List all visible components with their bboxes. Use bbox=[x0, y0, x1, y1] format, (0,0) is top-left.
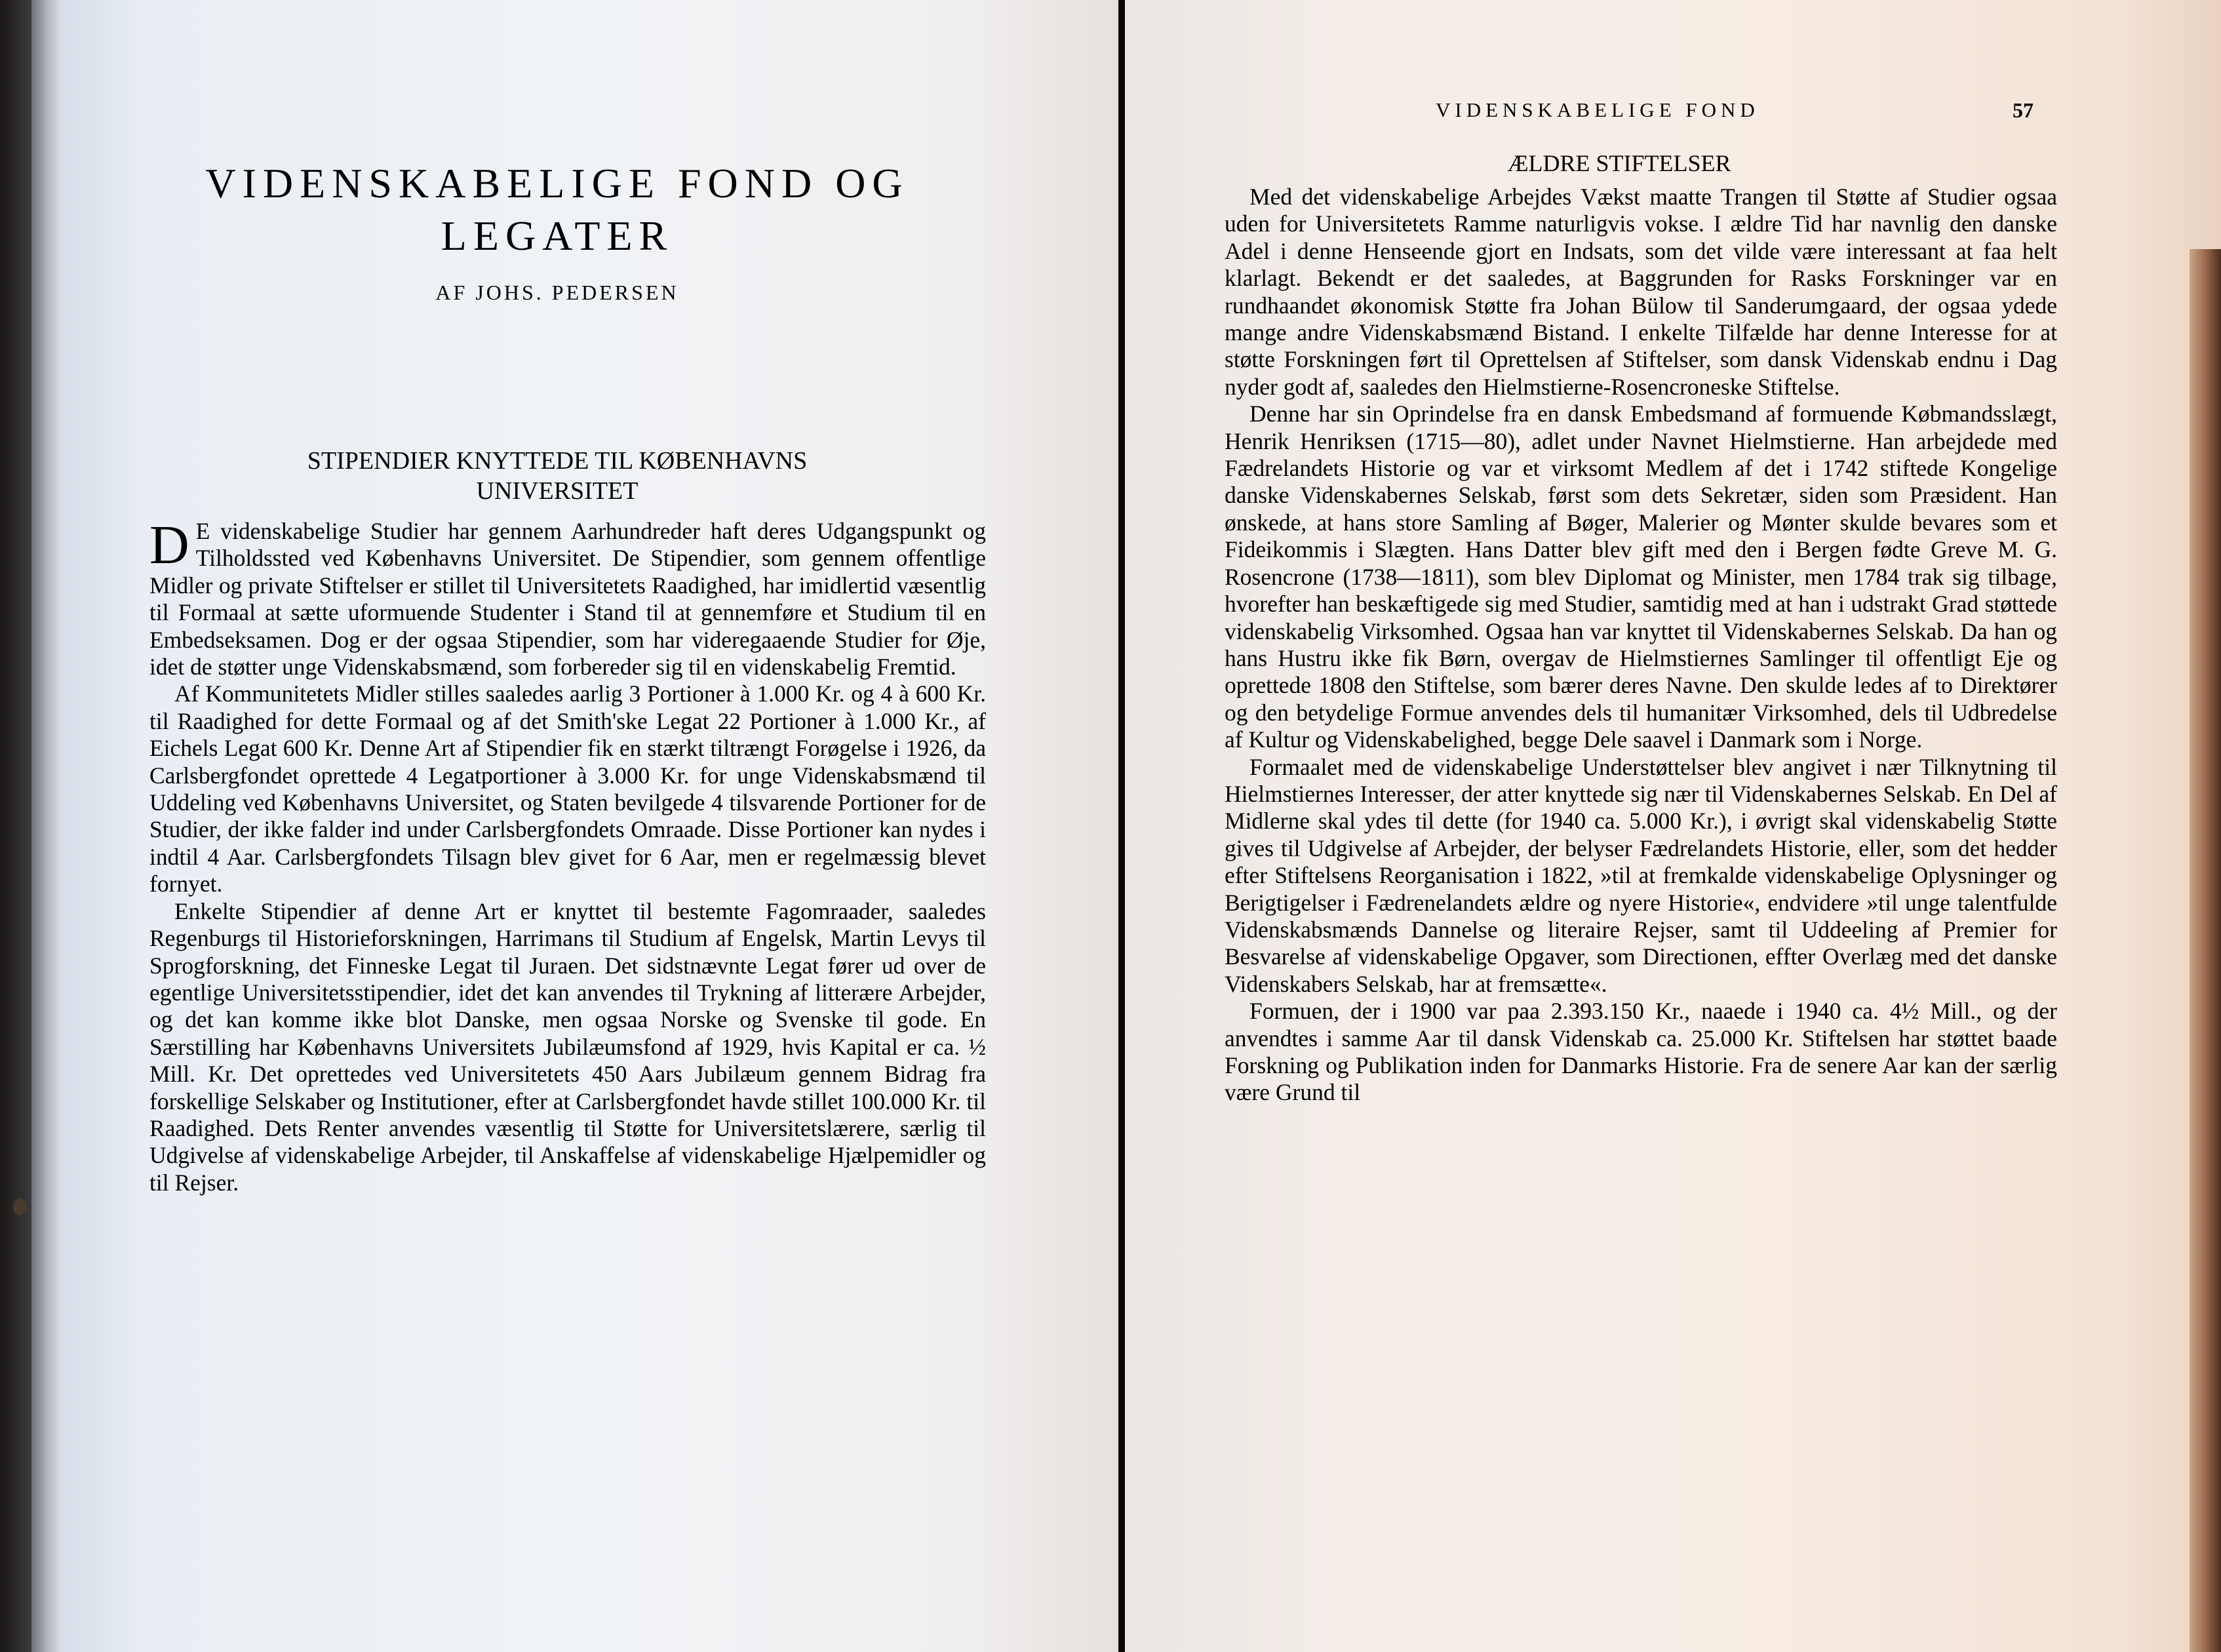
drop-cap: D bbox=[149, 515, 189, 576]
binding-mark bbox=[13, 1198, 26, 1215]
right-paragraph-4: Formuen, der i 1900 var paa 2.393.150 Kr., naaede i 1940 ca. 4½ Mill., og der anvendtes i samme Aar til dansk Videnskab ca. 25.000 Kr. Stiftelsen har støttet baade Forskning og Publikation inden for Danmarks Historie. Fra de senere Aar kan der særlig være Grund til bbox=[1225, 998, 2057, 1106]
book-edge-dark bbox=[0, 0, 31, 1652]
chapter-title bbox=[98, 157, 1016, 262]
book-gutter bbox=[1118, 0, 1125, 1652]
right-paragraph-2: Denne har sin Oprindelse fra en dansk Embedsmand af formuende Købmandsslægt, Henrik Henriksen (1715—80), adlet under Navnet Hielmstierne. Han arbejdede med Fædrelandets Historie og var et virksomt Medlem af det i 1742 stiftede Kongelige danske Videnskabernes Selskab, først som dets Sekretær, siden som Præsident. Han ønskede, at hans store Samling af Bøger, Malerier og Mønter skulde bevares som et Fideikommis i Slægten. Hans Datter blev gift med den i Bergen fødte Greve M. G. Rosencrone (1738—1811), som blev Diplomat og Minister, men 1784 trak sig tilbage, hvorefter han beskæftigede sig med Studier, samtidig med at han i udstrakt Grad støttede videnskabelig Virksomhed. Ogsaa han var knyttet til Videnskabernes Selskab. Da han og hans Hustru ikke fik Børn, overgav de Hielmstiernes Samlinger til offentligt Eje og oprettede 1808 den Stiftelse, som bærer deres Navne. Den skulde ledes af to Direktører og den betydelige Formue anvendes dels til humanitær Virksomhed, dels til Udbredelse af Kultur og Videnskabelighed, begge Dele saavel i Danmark som i Norge. bbox=[1225, 401, 2057, 753]
chapter-title-line1: VIDENSKABELIGE FOND OG bbox=[205, 160, 909, 206]
section-heading-line1: STIPENDIER KNYTTEDE TIL KØBENHAVNS bbox=[307, 447, 808, 475]
section-heading-stipendier bbox=[197, 446, 918, 506]
section-heading-aeldre: ÆLDRE STIFTELSER bbox=[1507, 150, 1731, 176]
chapter-author: AF JOHS. PEDERSEN bbox=[435, 281, 679, 304]
page-number: 57 bbox=[2013, 98, 2034, 122]
section-heading-line2: UNIVERSITET bbox=[476, 477, 639, 505]
right-paragraph-1: Med det videnskabelige Arbejdes Vækst maatte Trangen til Støtte af Studier ogsaa uden for Universitetets Ramme naturligvis vokse. I ældre Tid har navnlig den danske Adel i denne Henseende gjort en Indsats, som det vilde være interessant at faa helt klarlagt. Bekendt er det saaledes, at Baggrunden for Rasks Forskninger var en rundhaandet økonomisk Støtte fra Johan Bülow til Sanderumgaard, der ogsaa ydede mange andre Videnskabsmænd Bistand. I enkelte Tilfælde har denne Interesse for at støtte Forskningen ført til Oprettelsen af Stiftelser, som dansk Videnskab endnu i Dag nyder godt af, saaledes den Hielmstierne-Rosencroneske Stiftelse. bbox=[1225, 184, 2057, 400]
right-body-text bbox=[1225, 184, 2057, 1107]
running-head: VIDENSKABELIGE FOND bbox=[1436, 98, 1759, 121]
left-body-text bbox=[149, 515, 986, 1196]
right-paragraph-3: Formaalet med de videnskabelige Understøttelser blev angivet i nær Tilknytning til Hielmstiernes Interesser, der atter knyttede sig nær til Videnskabernes Selskab. En Del af Midlerne skal ydes til dette (for 1940 ca. 5.000 Kr.), i øvrigt skal videnskabelig Støtte gives til Udgivelse af Arbejder, der belyser Fædrelandets Historie, eller, som det hedder efter Stiftelsens Reorganisation i 1822, »til at fremkalde videnskabelige Oplysninger og Berigtigelser i Fædrenelandets ældre og nyere Historie«, endvidere »til unge talentfulde Videnskabsmænds Dannelse og literaire Rejser, samt til Uddeeling af Premier for Besvarelse af videnskabelige Opgaver, som Directionen, effter Overlæg med det danske Videnskabers Selskab, har at fremsætte«. bbox=[1225, 753, 2057, 997]
left-paragraph-1 bbox=[149, 515, 986, 680]
chapter-title-line2: LEGATER bbox=[441, 212, 674, 259]
right-page-edge bbox=[2190, 249, 2221, 1652]
left-paragraph-1-text: E videnskabelige Studier har gennem Aarhundreder haft deres Udgangspunkt og Tilholdssted ved Københavns Universitet. De Stipendier, som gennem offentlige Midler og private Stiftelser er stillet til Universitetets Raadighed, har imidlertid væsentlig til Formaal at sætte uformuende Studenter i Stand til at gennemføre et Studium til en Embedseksamen. Dog er der ogsaa Stipendier, som har videregaaende Studier for Øje, idet de støtter unge Videnskabsmænd, som forbereder sig til en videnskabelig Fremtid. bbox=[149, 518, 986, 680]
left-paragraph-2: Af Kommunitetets Midler stilles saaledes aarlig 3 Portioner à 1.000 Kr. og 4 à 600 Kr. til Raadighed for dette Formaal og af det Smith'ske Legat 22 Portioner à 1.000 Kr., af Eichels Legat 600 Kr. Denne Art af Stipendier fik en stærkt tiltrængt Forøgelse i 1926, da Carlsbergfondet oprettede 4 Legatportioner à 3.000 Kr. for unge Videnskabsmænd til Uddeling ved Københavns Universitet, og Staten bevilgede 4 tilsvarende Portioner for de Studier, der ikke falder ind under Carlsbergfondets Omraade. Disse Portioner kan nydes i indtil 4 Aar. Carlsbergfondets Tilsagn blev givet for 6 Aar, men er regelmæssig blevet fornyet. bbox=[149, 680, 986, 897]
left-paragraph-3: Enkelte Stipendier af denne Art er knyttet til bestemte Fagomraader, saaledes Regenburgs til Historieforskningen, Harrimans til Studium af Engelsk, Martin Levys til Sprogforskning, det Finneske Legat til Juraen. Det sidstnævnte Legat fører ud over de egentlige Universitetsstipendier, idet det kan anvendes til Trykning af litterære Arbejder, og det kan komme ikke blot Danske, men ogsaa Norske og Svenske til gode. En Særstilling har Københavns Universitets Jubilæumsfond af 1929, hvis Kapital er ca. ½ Mill. Kr. Det oprettedes ved Universitetets 450 Aars Jubilæum gennem Bidrag fra forskellige Selskaber og Institutioner, efter at Carlsbergfondet havde stillet 100.000 Kr. til Raadighed. Dets Renter anvendes væsentlig til Støtte for Universitetslærere, særlig til Udgivelse af videnskabelige Arbejder, til Anskaffelse af videnskabelige Hjælpemidler og til Rejser. bbox=[149, 897, 986, 1196]
book-edge-light bbox=[31, 0, 59, 1652]
